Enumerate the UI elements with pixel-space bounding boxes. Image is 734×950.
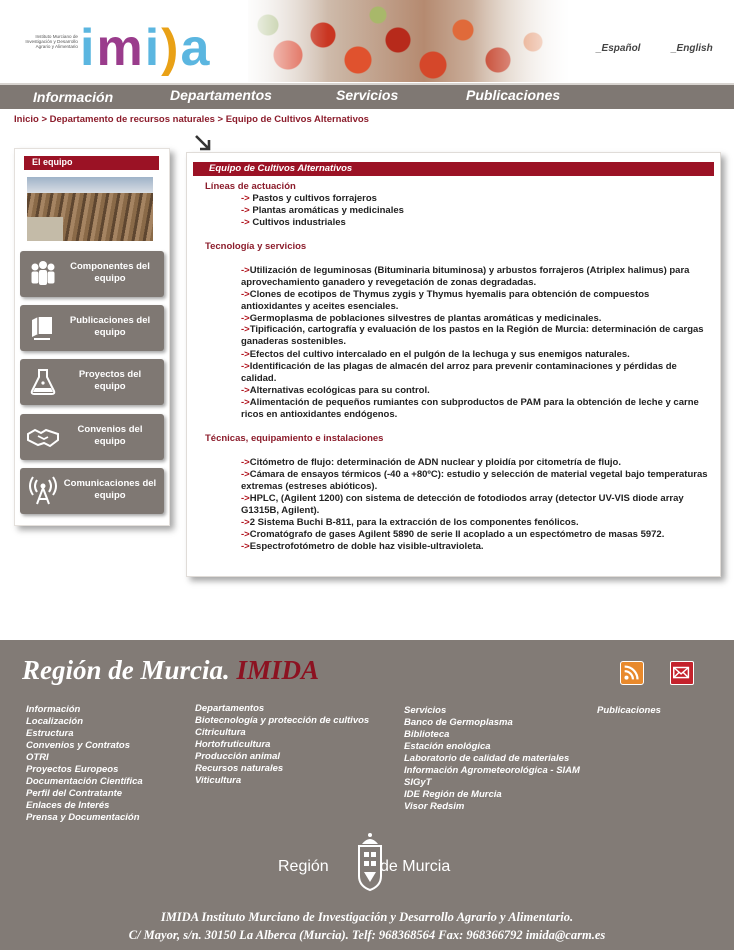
list-item [241,493,711,516]
people-icon [26,257,60,291]
team-photo [27,177,153,241]
footer-link[interactable]: Departamentos [195,703,265,714]
book-icon [26,311,60,345]
arrow-prefix: -> [241,289,250,300]
handshake-icon [26,420,60,454]
item-text: Plantas aromáticas y medicinales [252,205,404,216]
item-text: Alternativas ecológicas para su control. [249,385,430,396]
footer-link[interactable]: Información [26,704,81,715]
footer-column-departamentos [195,703,369,787]
arrow-prefix: -> [241,493,250,504]
list-item [241,361,711,384]
components-button[interactable] [20,251,164,297]
logo-letter: m [96,19,145,77]
arrow-prefix: -> [241,193,250,204]
footer-link[interactable]: Estación enológica [404,741,491,752]
footer-title [22,655,319,686]
logo-letter: i [80,19,97,77]
footer-link[interactable]: Información Agrometeorológica - SIAM [404,765,580,776]
footer-institute-name: IMIDA Instituto Murciano de Investigación y Desarrollo Agrario y Alimentario. [160,910,574,924]
projects-button[interactable] [20,359,164,405]
list-item [241,289,711,312]
language-spanish-link[interactable]: _Español [596,43,641,54]
arrow-prefix: -> [241,517,250,528]
footer-link[interactable]: Enlaces de Interés [26,800,110,811]
arrow-prefix: -> [241,529,250,540]
list-item [241,541,711,553]
photo-sky [27,177,153,193]
footer-link[interactable]: Publicaciones [597,705,661,716]
footer-link[interactable]: IDE Región de Murcia [404,789,502,800]
arrow-prefix: -> [241,361,250,372]
footer-link[interactable]: SIGyT [404,777,432,788]
footer-column-informacion [26,704,143,824]
arrow-down-right-icon [194,134,212,152]
footer-link[interactable]: Banco de Germoplasma [404,717,513,728]
list-item [241,385,711,397]
logo-letter: ) [161,19,181,77]
footer-link[interactable]: Citricultura [195,727,246,738]
footer-link[interactable]: Viticultura [195,775,242,786]
institute-line: Agrario y Alimentario [35,44,78,50]
footer-link[interactable]: Biotecnología y protección de cultivos [195,715,370,726]
footer-link[interactable]: Producción animal [195,751,280,762]
footer-link[interactable]: Servicios [404,705,447,716]
main-nav [0,83,734,109]
institute-line: Investigación y Desarrollo [25,39,78,45]
footer-link[interactable]: Recursos naturales [195,763,284,774]
footer-link[interactable]: Visor Redsim [404,801,465,812]
footer-link[interactable]: Convenios y Contratos [26,740,130,751]
nav-servicios[interactable]: Servicios [336,87,399,103]
item-text: Citómetro de flujo: determinación de ADN nuclear y ploidía por citometría de flujo. [249,457,621,468]
list-item [241,217,346,229]
list-item [241,469,711,492]
footer-column-servicios [404,705,580,813]
language-english-link[interactable]: _English [671,43,713,54]
arrow-prefix: -> [241,324,250,335]
region-wordmark-right: de Murcia [380,858,451,875]
arrow-prefix: -> [241,349,250,360]
mail-icon[interactable] [670,661,694,685]
list-item [241,265,711,288]
agreements-button[interactable] [20,414,164,460]
institute-line: Instituto Murciano de [35,34,78,39]
nav-departamentos[interactable]: Departamentos [170,87,272,103]
item-text: Pastos y cultivos forrajeros [252,193,377,204]
logo-letter: a [180,19,212,77]
flask-icon [26,365,60,399]
imida-logo[interactable] [80,20,211,76]
footer-link[interactable]: Proyectos Europeos [26,764,119,775]
list-item [241,205,404,217]
publications-button[interactable] [20,305,164,351]
header [0,0,734,82]
list-item [241,313,711,325]
list-item [241,457,711,469]
header-banner-fade [248,0,568,82]
footer-title-imida: IMIDA [236,655,320,685]
list-item [241,349,711,361]
item-text: Alimentación de pequeños rumiantes con subproductos de PAM para la obtención de leche y carne ricos en antioxidantes endógenos. [241,397,699,420]
footer-link[interactable]: Prensa y Documentación [26,812,140,823]
arrow-prefix: -> [241,265,250,276]
item-text: Identificación de las plagas de almacén del arroz para prevenir contaminaciones y pérdidas de calidad. [241,361,677,384]
arrow-prefix: -> [241,385,250,396]
item-text: 2 Sistema Buchi B-811, para la extracción de los componentes fenólicos. [249,517,579,528]
item-text: Cromatógrafo de gases Agilent 5890 de serie II acoplado a un espectómetro de masas 5972. [249,529,665,540]
arrow-prefix: -> [241,457,250,468]
panel-title: Equipo de Cultivos Alternativos [193,162,714,176]
item-text: Utilización de leguminosas (Bituminaria bituminosa) y arbustos forrajeros (Atriplex halimus) para aprovechamiento ganadero y revegetación de zonas degradadas. [241,265,690,288]
nav-informacion[interactable]: Información [33,89,114,105]
item-text: Germoplasma de poblaciones silvestres de plantas aromáticas y medicinales. [249,313,602,324]
footer-link[interactable]: Documentación Científica [26,776,143,787]
region-wordmark-left: Región [278,858,329,875]
footer [0,640,734,950]
photo-greenhouse [27,217,63,241]
item-text: Cultivos industriales [252,217,346,228]
list-item [241,324,711,347]
projects-label: Proyectos del equipo [78,369,142,392]
footer-link[interactable]: Estructura [26,728,74,739]
team-sidebar [14,148,170,526]
arrow-prefix: -> [241,397,250,408]
arrow-prefix: -> [241,313,250,324]
arrow-prefix: -> [241,541,250,552]
footer-link[interactable]: Hortofruticultura [195,739,271,750]
logo-letter: i [144,19,162,77]
footer-column-publicaciones [597,705,661,717]
arrow-prefix: -> [241,205,250,216]
item-text: Efectos del cultivo intercalado en el pulgón de la lechuga y sus enemigos naturales. [249,349,630,360]
components-label: Componentes del equipo [70,261,150,284]
footer-link[interactable]: Localización [26,716,84,727]
breadcrumb[interactable]: Inicio > Departamento de recursos naturales > Equipo de Cultivos Alternativos [14,114,369,125]
nav-publicaciones[interactable]: Publicaciones [466,87,561,103]
footer-link[interactable]: Biblioteca [404,729,450,740]
item-text: Tipificación, cartografía y evaluación de los pastos en la Región de Murcia: determinación de cargas ganaderas sostenibles. [241,324,704,347]
item-text: HPLC, (Agilent 1200) con sistema de detección de fotodiodos array (detector UV-VIS diode array G1315B, Agilent). [241,493,684,516]
publications-label: Publicaciones del equipo [69,315,151,338]
institute-name [22,34,78,50]
item-text: Clones de ecotipos de Thymus zygis y Thymus hyemalis para obtención de compuestos antioxidantes y aceites esenciales. [241,289,650,312]
sidebar-title: El equipo [24,156,159,170]
footer-title-region: Región de Murcia. [22,655,230,685]
arrow-prefix: -> [241,217,250,228]
list-item [241,397,711,420]
footer-link[interactable]: Laboratorio de calidad de materiales [404,753,570,764]
section-heading-tecnicas: Técnicas, equipamiento e instalaciones [205,433,384,444]
item-text: Cámara de ensayos térmicos (-40 a +80ºC): estudio y selección de material vegetal bajo temperaturas extremas (estreses abióticos). [241,469,708,492]
footer-link[interactable]: Perfil del Contratante [26,788,123,799]
section-heading-tecnologia: Tecnología y servicios [205,241,307,252]
communications-label: Comunicaciones del equipo [63,478,157,501]
rss-icon[interactable] [620,661,644,685]
list-item [241,529,711,541]
main-content-panel [186,152,721,577]
list-item [241,517,711,529]
item-text: Espectrofotómetro de doble haz visible-ultravioleta. [249,541,484,552]
footer-address: C/ Mayor, s/n. 30150 La Alberca (Murcia). Telf: 968368564 Fax: 968366792 imida@carm.es [128,928,606,942]
agreements-label: Convenios del equipo [77,424,143,447]
list-item [241,193,377,205]
antenna-icon [26,474,60,508]
footer-link[interactable]: OTRI [26,752,49,763]
communications-button[interactable] [20,468,164,514]
arrow-prefix: -> [241,469,250,480]
section-heading-lineas: Líneas de actuación [205,181,296,192]
